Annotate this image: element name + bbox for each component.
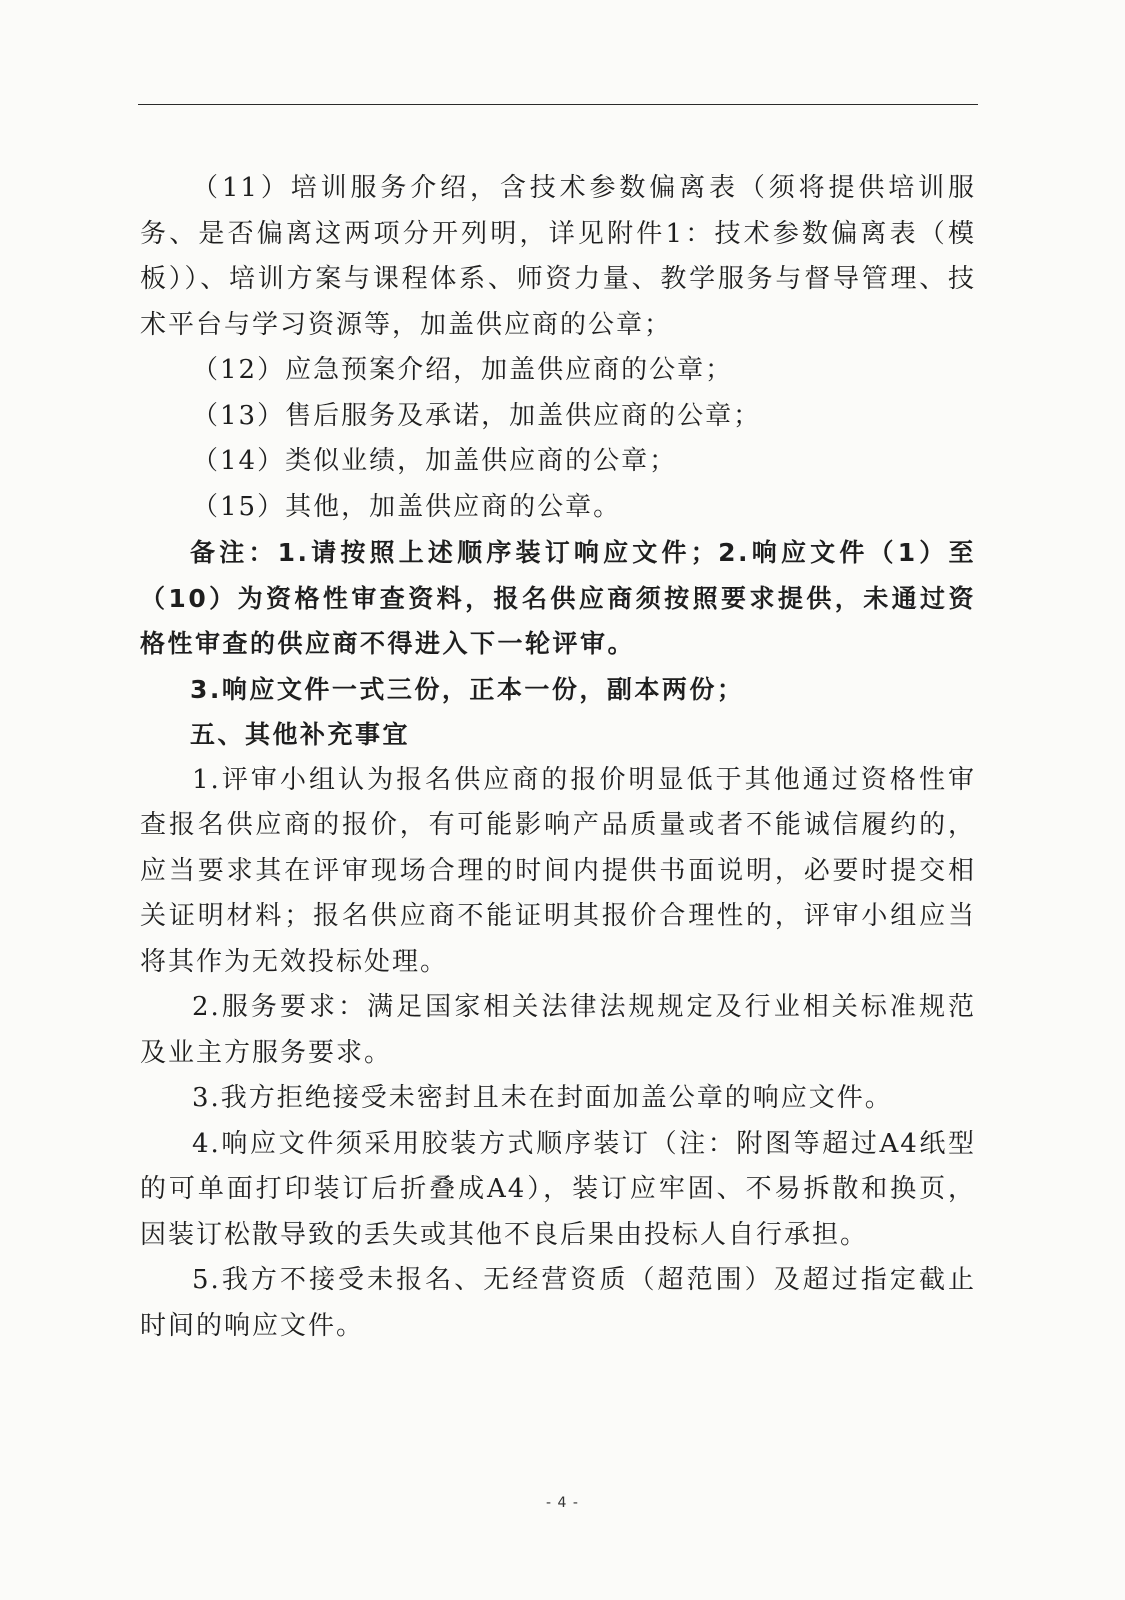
section-paragraph-2: 2.服务要求：满足国家相关法律法规规定及行业相关标准规范及业主方服务要求。 (140, 992, 976, 1068)
section-paragraph-5: 5.我方不接受未报名、无经营资质（超范围）及超过指定截止时间的响应文件。 (140, 1265, 976, 1341)
note-copies: 3.响应文件一式三份，正本一份，副本两份； (190, 674, 745, 704)
note-binding-order: 备注：1.请按照上述顺序装订响应文件；2.响应文件（1）至（10）为资格性审查资料，报名供应商须按照要求提供，未通过资格性审查的供应商不得进入下一轮评审。 (140, 538, 976, 658)
page-number: - 4 - (546, 1495, 579, 1511)
header-rule (138, 104, 978, 105)
section-paragraph-3: 3.我方拒绝接受未密封且未在封面加盖公章的响应文件。 (192, 1083, 893, 1113)
section-paragraph-1: 1.评审小组认为报名供应商的报价明显低于其他通过资格性审查报名供应商的报价，有可能影响产品质量或者不能诚信履约的，应当要求其在评审现场合理的时间内提供书面说明，必要时提交相关证明材料；报名供应商不能证明其报价合理性的，评审小组应当将其作为无效投标处理。 (140, 764, 976, 977)
paragraph-item-14: （14）类似业绩，加盖供应商的公章； (192, 446, 678, 476)
section-paragraph-4: 4.响应文件须采用胶装方式顺序装订（注：附图等超过A4纸型的可单面打印装订后折叠成A4），装订应牢固、不易拆散和换页，因装订松散导致的丢失或其他不良后果由投标人自行承担。 (140, 1128, 976, 1250)
document-body (140, 166, 976, 1349)
paragraph-item-13: （13）售后服务及承诺，加盖供应商的公章； (192, 400, 762, 431)
section-heading: 五、其他补充事宜 (190, 720, 411, 749)
paragraph-item-12: （12）应急预案介绍，加盖供应商的公章； (192, 355, 734, 385)
paragraph-item-15: （15）其他，加盖供应商的公章。 (192, 491, 622, 522)
paragraph-item-11: （11）培训服务介绍，含技术参数偏离表（须将提供培训服务、是否偏离这两项分开列明，详见附件1：技术参数偏离表（模板））、培训方案与课程体系、师资力量、教学服务与督导管理、技术平台与学习资源等，加盖供应商的公章； (140, 173, 976, 340)
